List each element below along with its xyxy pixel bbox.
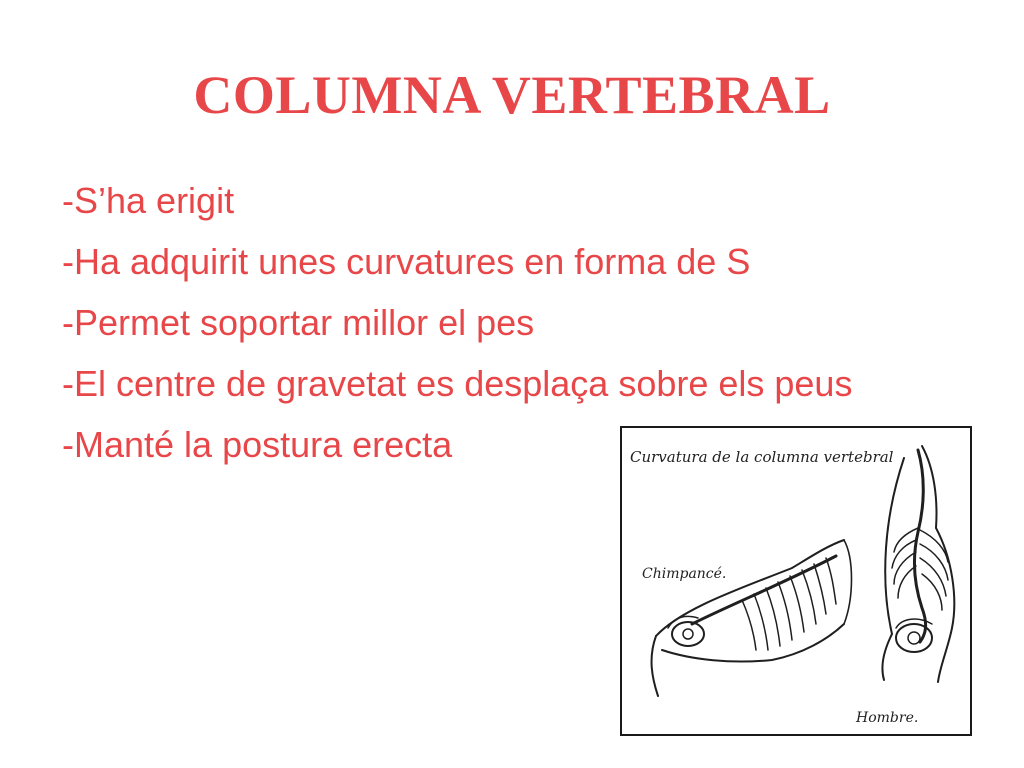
bullet-item: -Permet soportar millor el pes (62, 302, 535, 343)
figure-caption: Curvatura de la columna vertebral (630, 448, 894, 466)
label-human: Hombre. (856, 710, 919, 726)
bullet-item: -El centre de gravetat es desplaça sobre els peus (62, 363, 853, 404)
bullet-item: -S’ha erigit (62, 180, 235, 221)
slide-title: COLUMNA VERTEBRAL (193, 65, 831, 125)
bullet-item: -Manté la postura erecta (62, 424, 453, 465)
bullet-item: -Ha adquirit unes curvatures en forma de S (62, 241, 751, 282)
spine-illustration (620, 426, 972, 736)
label-chimpanzee: Chimpancé. (642, 566, 727, 582)
